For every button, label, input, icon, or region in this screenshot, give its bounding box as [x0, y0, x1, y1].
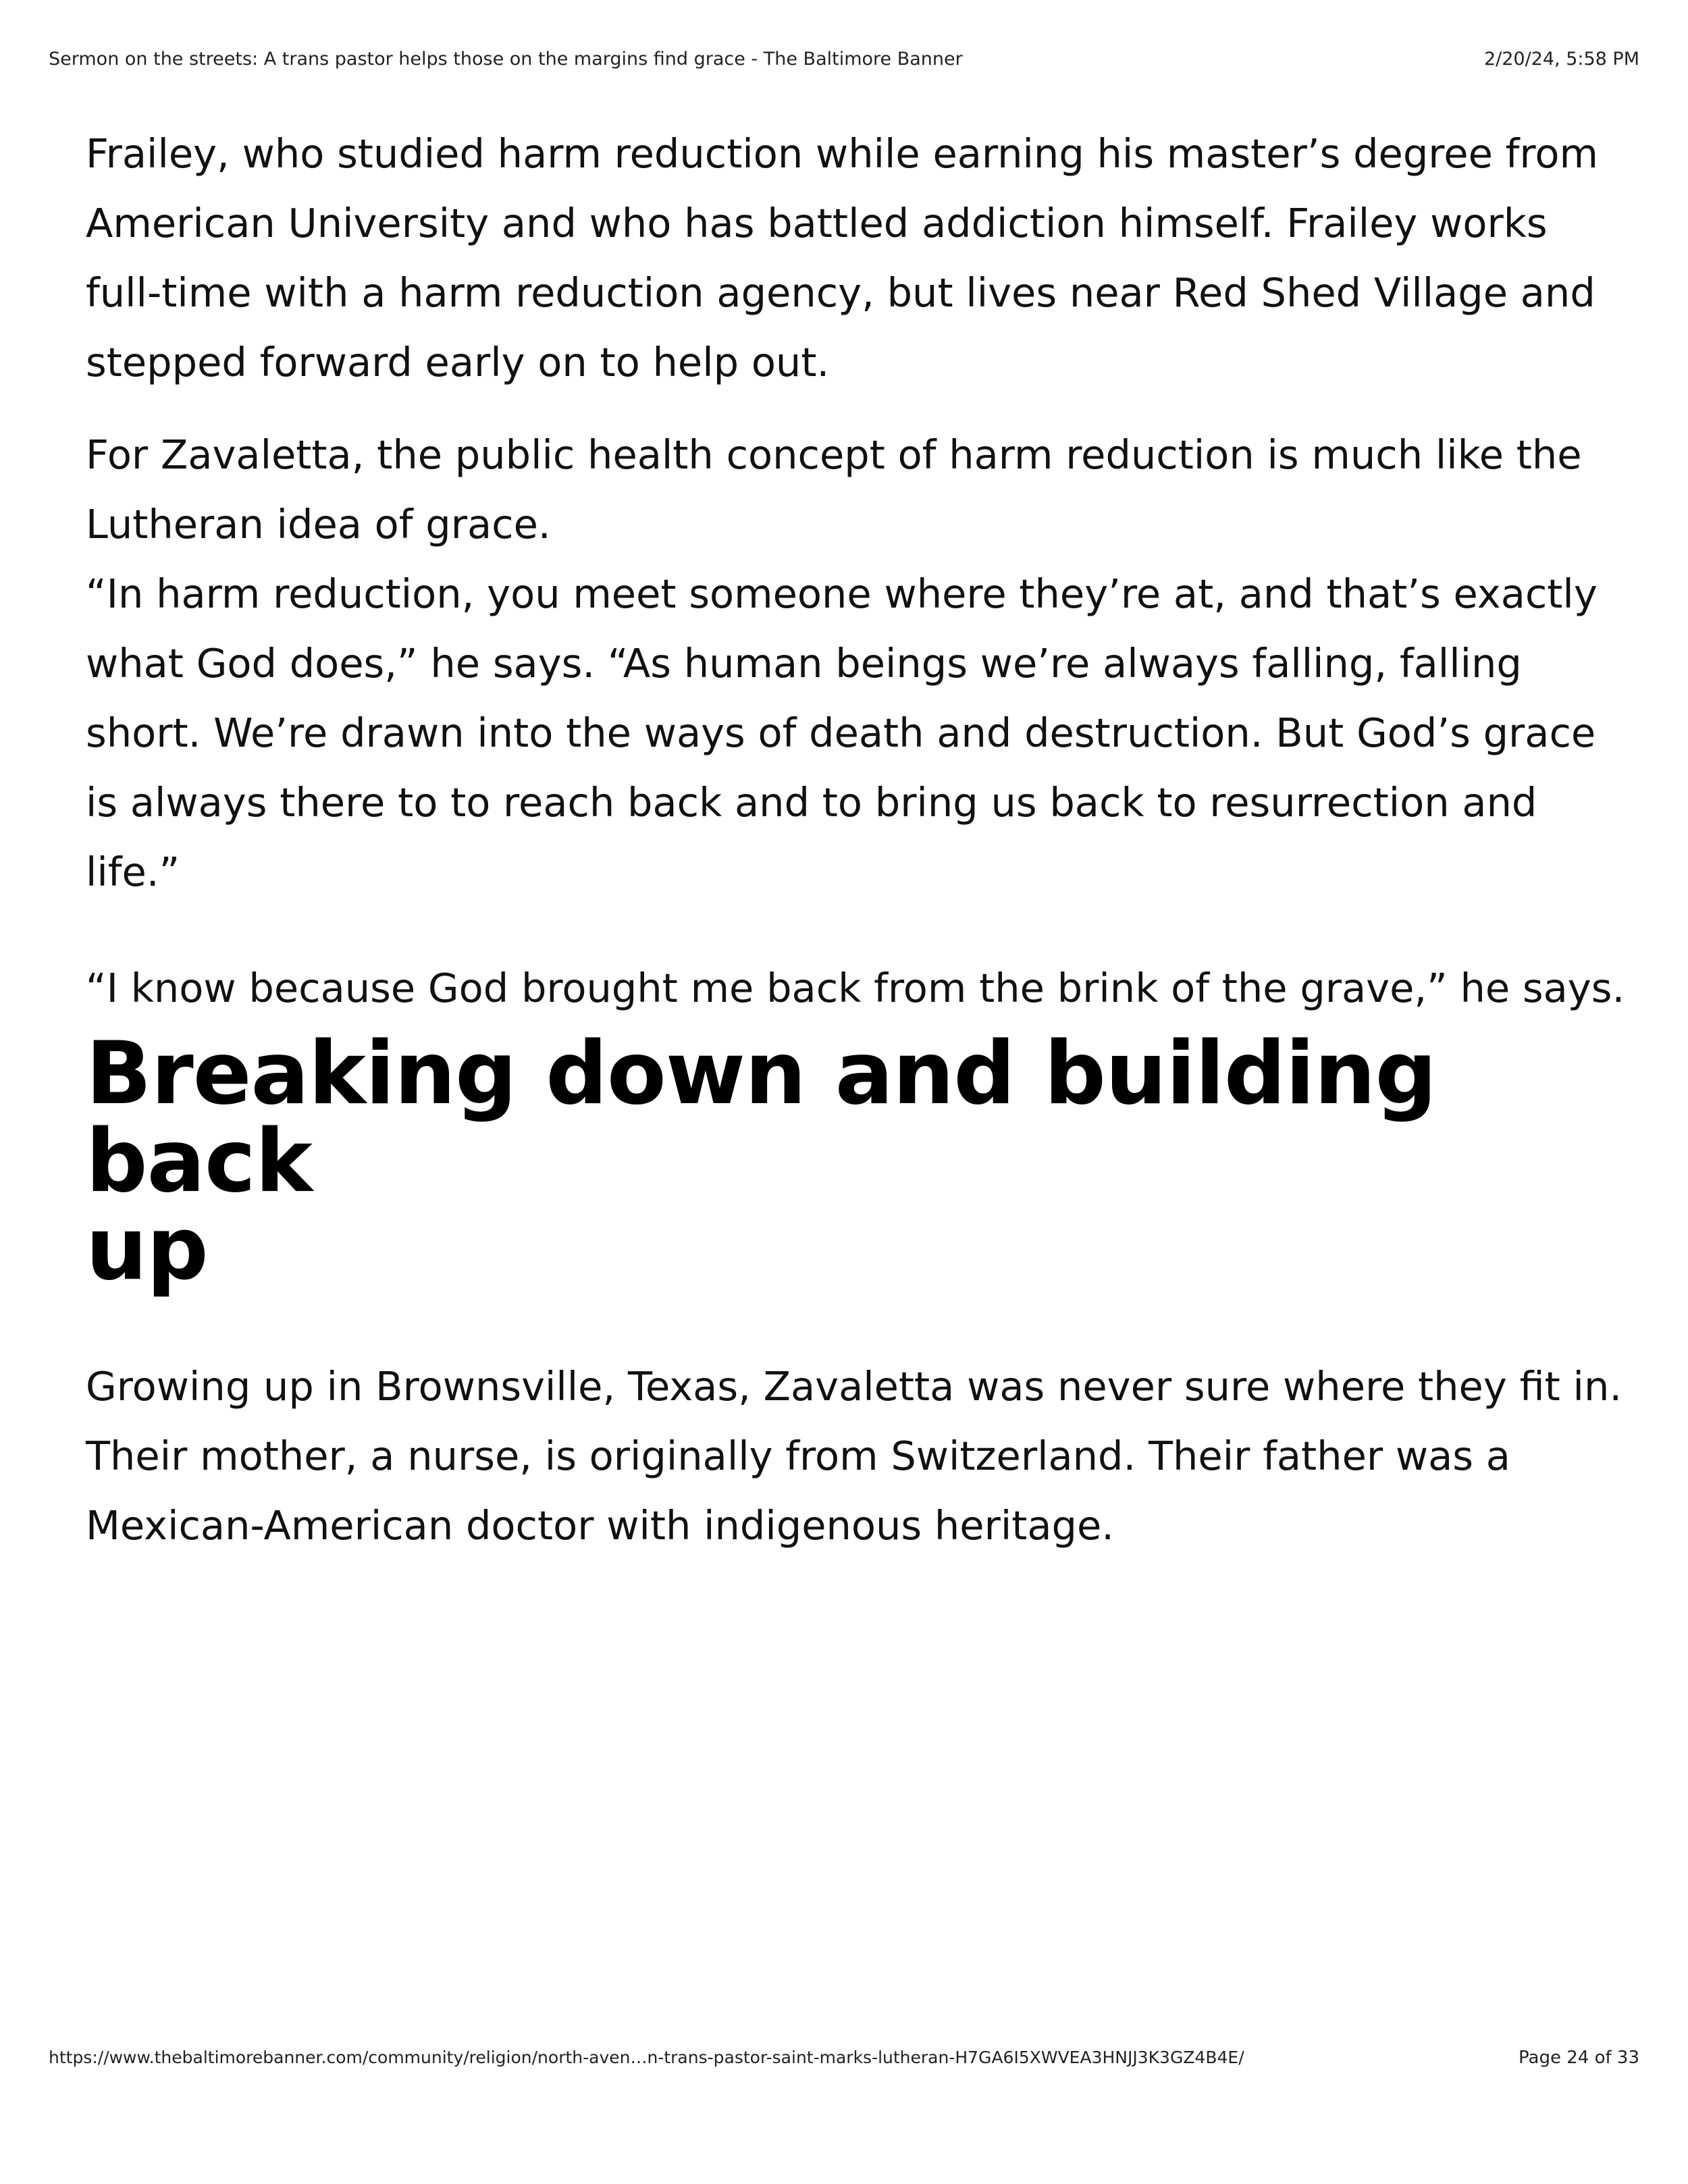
document-title: Sermon on the streets: A trans pastor helps those on the margins find grace - The Baltimore Banner — [49, 49, 963, 70]
article-paragraph: Growing up in Brownsville, Texas, Zavaletta was never sure where they fit in. Their mother, a nurse, is originally from Switzerland. Their father was a Mexican-American doctor with indigenous heritage. — [86, 1363, 1623, 1549]
print-header — [49, 49, 1639, 76]
print-datetime: 2/20/24, 5:58 PM — [1483, 49, 1639, 70]
article-paragraph: For Zavaletta, the public health concept of harm reduction is much like the Lutheran idea of grace. “In harm reduction, you meet someone where they’re at, and that’s exactly what God does,” he says. “As human beings we’re always falling, falling short. We’re drawn into the ways of death and destruction. But God’s grace is always there to to reach back and to bring us back to resurrection and life.” — [86, 431, 1598, 895]
article-paragraph: Frailey, who studied harm reduction while earning his master’s degree from American University and who has battled addiction himself. Frailey works full-time with a harm reduction agency, but lives near Red Shed Village and stepped forward early on to help out. — [86, 130, 1598, 385]
section-heading: Breaking down and building back up — [86, 1023, 1437, 1300]
print-footer — [49, 2048, 1639, 2075]
page-url: https://www.thebaltimorebanner.com/community/religion/north-aven…n-trans-pastor-saint-marks-lutheran-H7GA6I5XWVEA3HNJJ3K3GZ4B4E/ — [49, 2048, 1244, 2067]
article-paragraph: “I know because God brought me back from the brink of the grave,” he says. — [86, 965, 1625, 1011]
page-number: Page 24 of 33 — [1519, 2048, 1639, 2068]
